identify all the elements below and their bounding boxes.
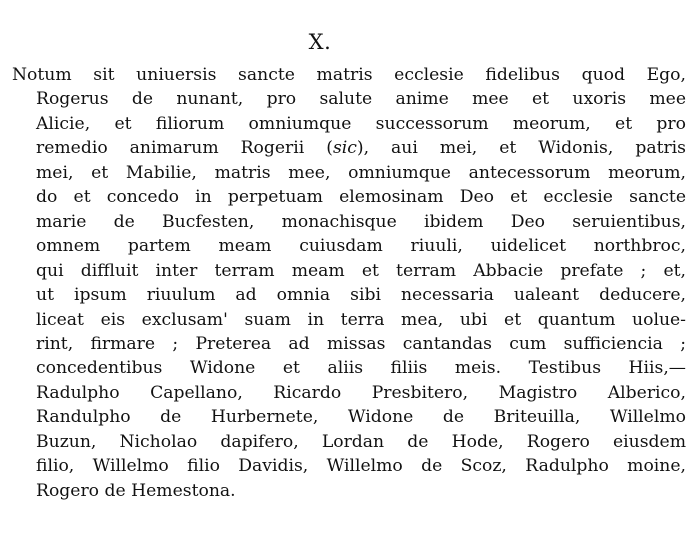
text-line: Rogerus de nunant, pro salute anime mee et uxoris mee [36,89,686,110]
charter-text [12,63,686,503]
text-line: do et concedo in perpetuam elemosinam Deo et ecclesie sancte [36,187,686,208]
text-line: liceat eis exclusam' suam in terra mea, ubi et quantum uolue- [36,309,686,330]
text-line: Rogero de Hemestona. [36,480,236,501]
text-line: ut ipsum riuulum ad omnia sibi necessaria ualeant deducere, [36,285,686,306]
text-line: Radulpho Capellano, Ricardo Presbitero, Magistro Alberico, [36,382,686,403]
text-line: Alicie, et filiorum omniumque successorum meorum, et pro [36,113,686,134]
text-line: rint, firmare ; Preterea ad missas cantandas cum sufficiencia ; [36,333,686,354]
text-line: remedio animarum Rogerii (sic), aui mei, et Widonis, patris [36,138,687,159]
text-line: Randulpho de Hurbernete, Widone de Briteuilla, Willelmo [36,407,686,428]
text-line: omnem partem meam cuiusdam riuuli, uidelicet northbroc, [36,236,686,257]
text-line: mei, et Mabilie, matris mee, omniumque antecessorum meorum, [36,162,686,183]
text-line: qui diffluit inter terram meam et terram Abbacie prefate ; et, [36,260,686,281]
sic-marker: sic [332,138,357,159]
text-line: marie de Bucfesten, monachisque ibidem Deo seruientibus, [36,211,686,232]
charter-number-heading: X. [308,30,332,54]
text-line: Buzun, Nicholao dapifero, Lordan de Hode, Rogero eiusdem [36,431,686,452]
text-line: filio, Willelmo filio Davidis, Willelmo de Scoz, Radulpho moine, [36,456,686,477]
text-line: Notum sit uniuersis sancte matris ecclesie fidelibus quod Ego, [12,65,686,85]
text-line: concedentibus Widone et aliis filiis meis. Testibus Hiis,— [36,358,686,379]
